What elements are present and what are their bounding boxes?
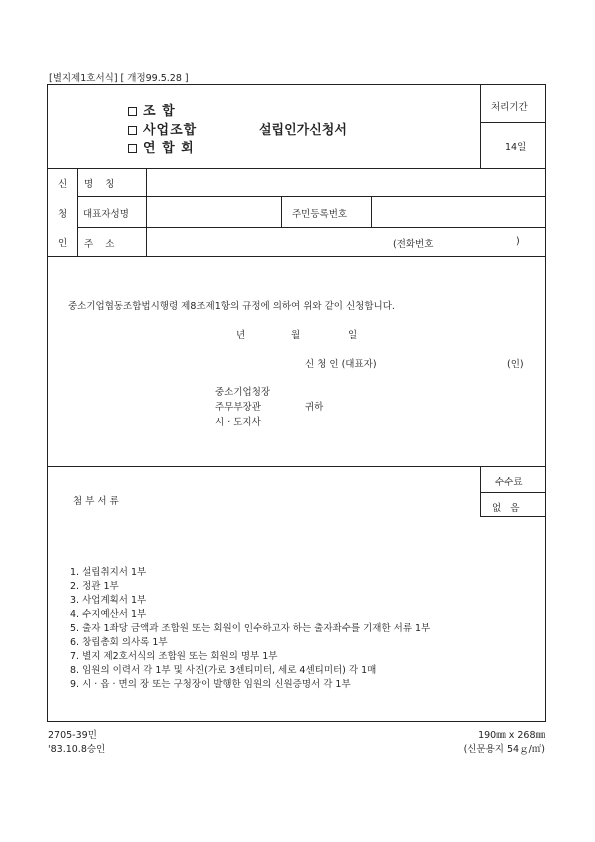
address-label: 주 소	[84, 239, 115, 250]
applicant-side-divider	[77, 168, 78, 256]
attachments-label: 첨 부 서 류	[73, 496, 119, 507]
applicant-bottom-line	[47, 256, 546, 257]
resident-id-field[interactable]	[372, 197, 545, 226]
processing-mid-line	[480, 122, 546, 123]
form-tag: [별지제1호서식] [ 개정99.5.28 ]	[49, 73, 189, 84]
attachment-item-9: 9. 시 · 읍 · 면의 장 또는 구청장이 발행한 임원의 신원증명서 각 1부	[70, 679, 351, 690]
attachment-item-1: 1. 설립취지서 1부	[70, 567, 147, 578]
address-field[interactable]	[147, 228, 387, 255]
applicant-signature-line: 신 청 인 (대표자)	[305, 359, 377, 370]
phone-field[interactable]	[445, 228, 515, 255]
applicant-side-char-2: 청	[58, 209, 68, 220]
option-federation[interactable]	[128, 137, 195, 156]
representative-label: 대표자성명	[83, 209, 129, 220]
fee-value: 없 음	[492, 503, 520, 514]
name-label: 명 칭	[84, 179, 115, 190]
attachment-item-7: 7. 별지 제2호서식의 조합원 또는 회원의 명부 1부	[70, 651, 278, 662]
option-federation-label: 연 합 회	[143, 141, 195, 156]
date-year: 년	[236, 330, 246, 341]
form-code: 2705-39민	[48, 730, 97, 741]
recipient-sme-administrator: 중소기업청장	[215, 387, 271, 398]
option-union-checkbox[interactable]	[128, 107, 137, 116]
application-statement: 중소기업협동조합법시행령 제8조제1항의 규정에 의하여 위와 같이 신청합니다.	[68, 301, 395, 312]
processing-divider	[480, 84, 481, 168]
option-business-union-checkbox[interactable]	[128, 126, 137, 135]
attachment-item-8: 8. 임원의 이력서 각 1부 및 사진(가로 3센티미터, 세로 4센티미터) 각 1매	[70, 665, 377, 676]
recipient-city-governor: 시 · 도지사	[215, 417, 261, 428]
approval-date: '83.10.8승인	[48, 744, 106, 755]
date-day: 일	[348, 330, 358, 341]
attachment-item-5: 5. 출자 1좌당 금액과 조합원 또는 회원이 인수하고자 하는 출자좌수를 기재한 서류 1부	[70, 623, 431, 634]
attachment-item-4: 4. 수지예산서 1부	[70, 609, 147, 620]
option-union-label: 조 합	[143, 104, 176, 119]
id-label-left-divider	[281, 196, 282, 227]
resident-id-label: 주민등록번호	[292, 209, 348, 220]
attachment-item-6: 6. 창립총회 의사록 1부	[70, 637, 168, 648]
phone-close: )	[516, 236, 520, 247]
fee-label: 수수료	[495, 477, 523, 488]
honorific: 귀하	[305, 402, 324, 413]
recipient-competent-minister: 주무부장관	[215, 402, 261, 413]
option-union[interactable]	[128, 100, 176, 119]
option-business-union[interactable]	[128, 119, 197, 138]
paper-type: (신문용지 54ｇ/㎡)	[463, 744, 545, 755]
date-month: 월	[291, 330, 301, 341]
applicant-side-char-1: 신	[58, 179, 68, 190]
processing-period-label: 처리기간	[491, 102, 528, 113]
applicant-side-char-3: 인	[58, 238, 68, 249]
fee-mid-line	[480, 492, 546, 493]
representative-field[interactable]	[147, 197, 280, 226]
option-federation-checkbox[interactable]	[128, 144, 137, 153]
attachment-item-2: 2. 정관 1부	[70, 581, 119, 592]
phone-label: (전화번호	[393, 239, 434, 250]
paper-size: 190㎜ x 268㎜	[478, 730, 545, 741]
attachments-top-line	[47, 466, 546, 467]
attachment-item-3: 3. 사업계획서 1부	[70, 595, 147, 606]
option-business-union-label: 사업조합	[143, 123, 198, 138]
form-title: 설립인가신청서	[259, 123, 347, 138]
seal-mark: (인)	[507, 359, 524, 370]
name-field[interactable]	[147, 169, 545, 195]
processing-period-value: 14일	[505, 142, 527, 153]
fee-bottom-line	[480, 516, 546, 517]
fee-divider	[480, 466, 481, 516]
